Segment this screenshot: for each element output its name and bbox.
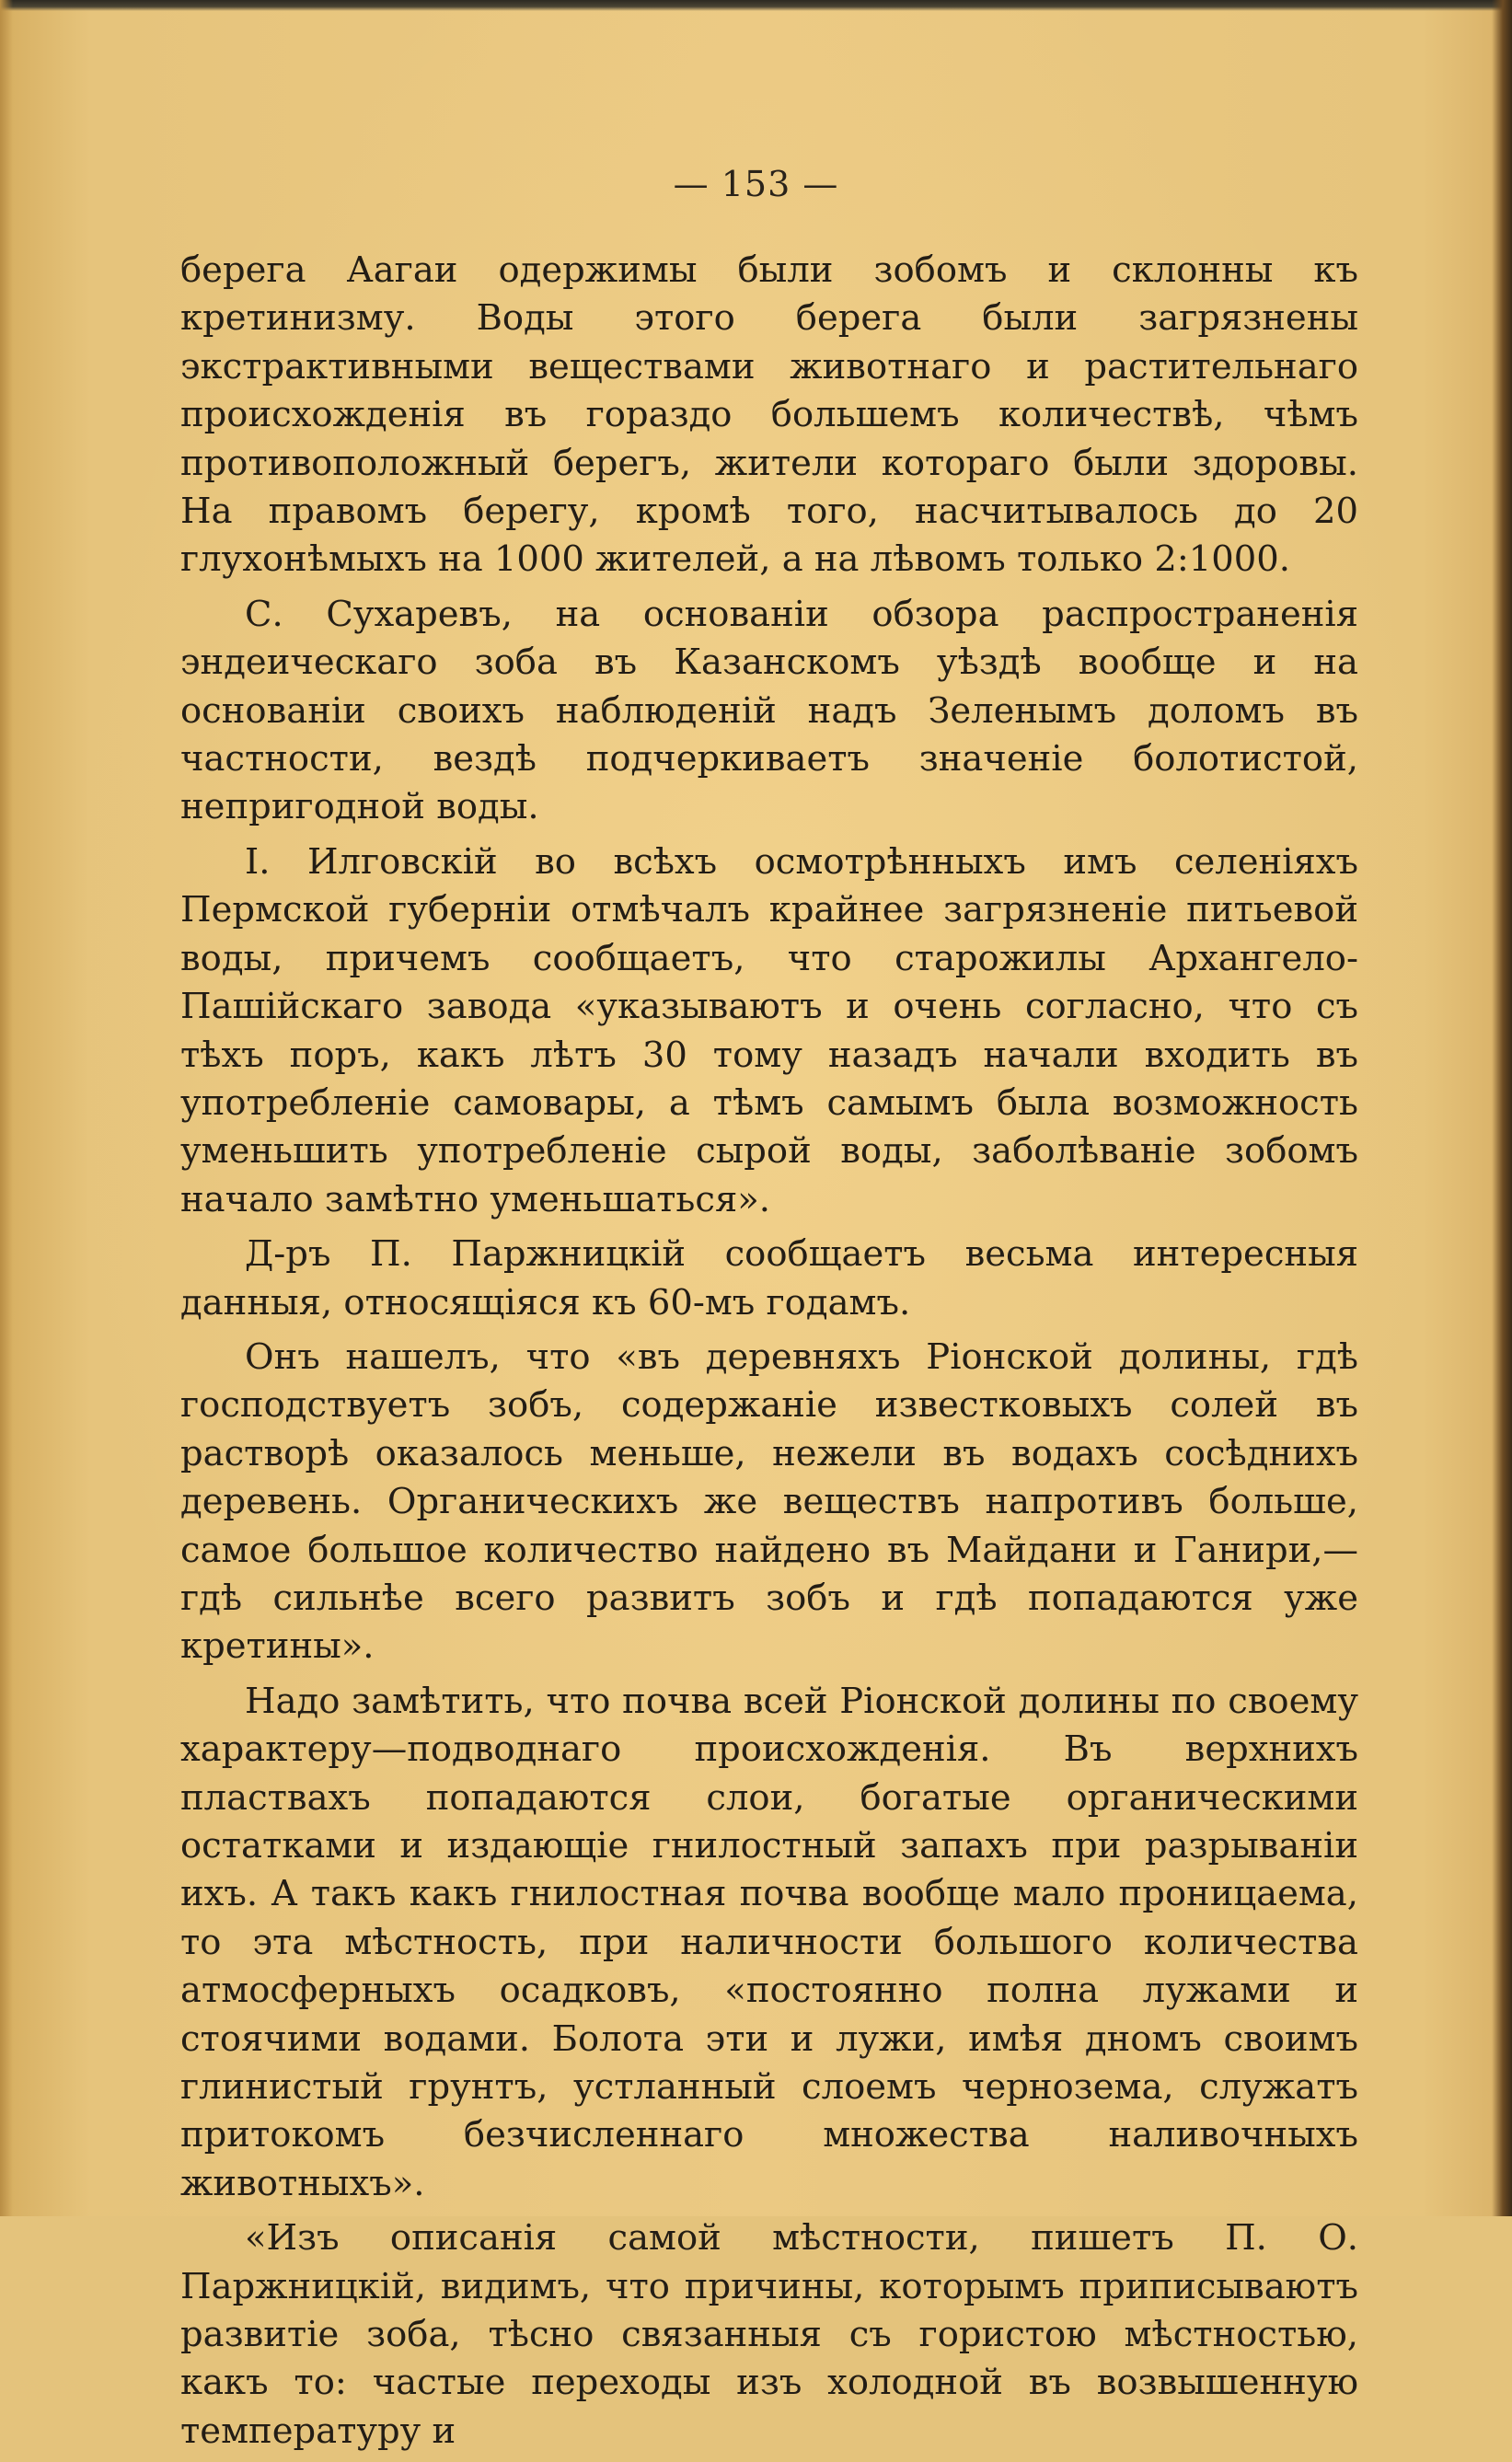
- scan-top-edge: [0, 0, 1512, 11]
- paragraph-1: берега Аагаи одержимы были зобомъ и склонны къ кретинизму. Воды этого берега были загрязнены экстрактивными веществами животнаго и растительнаго происхожденія въ гораздо большемъ количествѣ, чѣмъ противоположный берегъ, жители котораго были здоровы. На правомъ берегу, кромѣ того, насчитывалось до 20 глухонѣмыхъ на 1000 жителей, а на лѣвомъ только 2:1000.: [180, 249, 1358, 581]
- paragraph-3: I. Илговскій во всѣхъ осмотрѣнныхъ имъ селеніяхъ Пермской губерніи отмѣчалъ крайнее загрязненіе питьевой воды, причемъ сообщаетъ, что старожилы Архангело-Пашійскаго завода «указываютъ и очень согласно, что съ тѣхъ поръ, какъ лѣтъ 30 тому назадъ начали входить въ употребленіе самовары, а тѣмъ самымъ была возможность уменьшить употребленіе сырой воды, заболѣваніе зобомъ начало замѣтно уменьшаться».: [180, 840, 1358, 1220]
- paragraph-4: Д-ръ П. Паржницкій сообщаетъ весьма интересныя данныя, относящіяся къ 60-мъ годамъ.: [180, 1233, 1358, 1323]
- page-body-text: [180, 247, 1358, 2462]
- page-number: — 153 —: [673, 164, 839, 204]
- paragraph-7: «Изъ описанія самой мѣстности, пишетъ П. О. Паржницкій, видимъ, что причины, которымъ приписываютъ развитіе зоба, тѣсно связанныя съ гористою мѣстностью, какъ то: частые переходы изъ холодной въ возвышенную температуру и: [180, 2217, 1358, 2452]
- paragraph-2: С. Сухаревъ, на основаніи обзора распространенія эндеическаго зоба въ Казанскомъ уѣздѣ вообще и на основаніи своихъ наблюденій надъ Зеленымъ доломъ въ частности, вездѣ подчеркиваетъ значеніе болотистой, непригодной воды.: [180, 593, 1358, 828]
- scan-left-edge: [0, 0, 13, 2216]
- paragraph-5: Онъ нашелъ, что «въ деревняхъ Ріонской долины, гдѣ господствуетъ зобъ, содержаніе известковыхъ солей въ растворѣ оказалось меньше, нежели въ водахъ сосѣднихъ деревень. Органическихъ же веществъ напротивъ больше, самое большое количество найдено въ Майдани и Ганири,—гдѣ сильнѣе всего развитъ зобъ и гдѣ попадаются уже кретины».: [180, 1335, 1358, 1668]
- paragraph-6: Надо замѣтить, что почва всей Ріонской долины по своему характеру—подводнаго происхожденія. Въ верхнихъ пластвахъ попадаются слои, богатые органическими остатками и издающіе гнилостный запахъ при разрываніи ихъ. А такъ какъ гнилостная почва вообще мало проницаема, то эта мѣстность, при наличности большого количества атмосферныхъ осадковъ, «постоянно полна лужами и стоячими водами. Болота эти и лужи, имѣя дномъ своимъ глинистый грунтъ, устланный слоемъ чернозема, служатъ притокомъ безчисленнаго множества наливочныхъ животныхъ».: [180, 1680, 1358, 2204]
- scan-right-edge: [1492, 0, 1512, 2216]
